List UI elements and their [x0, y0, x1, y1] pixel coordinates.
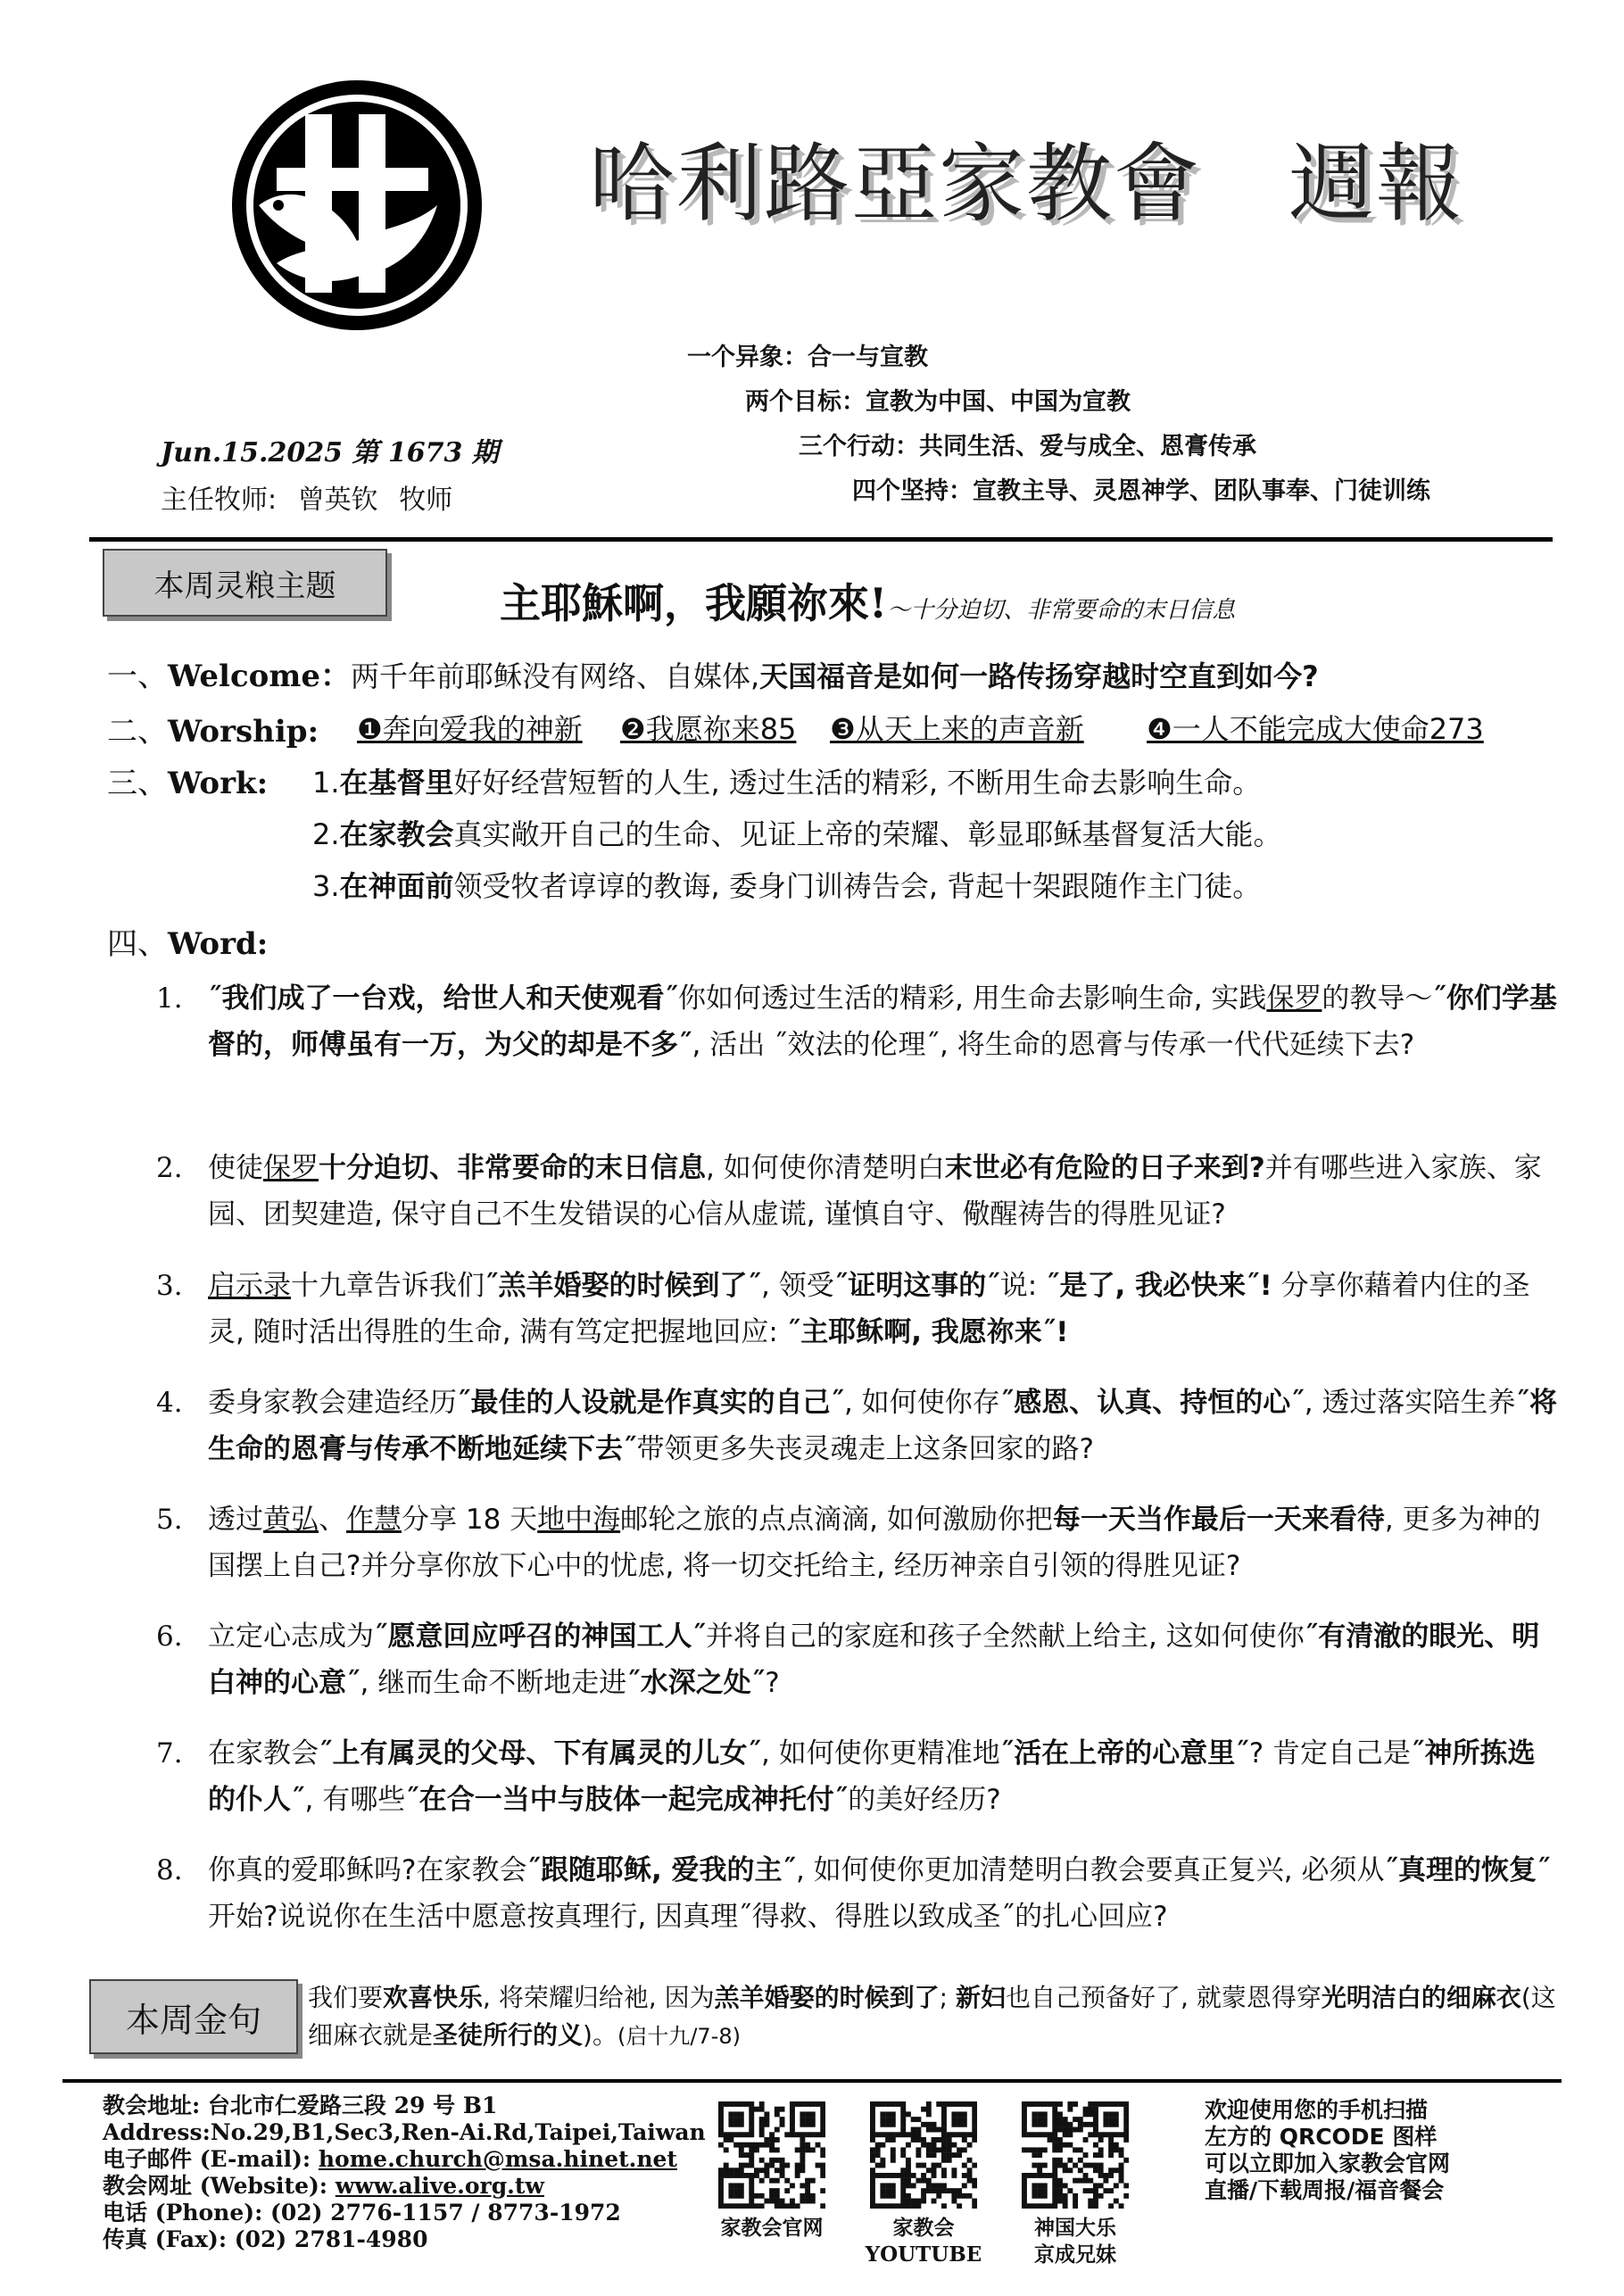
- qr-code-icon: [870, 2101, 977, 2209]
- text-run: ˝真理的恢复˝: [1384, 1854, 1551, 1886]
- question-number: 8.: [156, 1854, 183, 1886]
- text-run: ˝上有属灵的父母、下有属灵的儿女˝: [319, 1737, 761, 1770]
- text-run: 新妇: [956, 1983, 1007, 2012]
- worship-song-3: ❸从天上来的声音新: [830, 712, 1084, 746]
- welcome-section: [107, 651, 1319, 695]
- word-question-4: [156, 1380, 1557, 1472]
- worship-num: 二、: [107, 714, 168, 750]
- text-run: ˝在合一当中与肢体一起完成神托付˝: [405, 1784, 849, 1816]
- text-run: , 将荣耀归给祂, 因为: [483, 1983, 715, 2012]
- text-run: 我们要: [308, 1983, 384, 2012]
- word-question-2: [156, 1145, 1557, 1238]
- email-link[interactable]: home.church@msa.hinet.net: [318, 2146, 677, 2172]
- work-item-text: 好好经营短暂的人生, 透过生活的精彩, 不断用生命去影响生命。: [453, 766, 1262, 800]
- vision-line-3: 三个行动：共同生活、爱与成全、恩膏传承: [799, 433, 1256, 460]
- text-run: , 继而生命不断地走进: [360, 1667, 627, 1699]
- text-run: 地中海: [537, 1504, 621, 1536]
- footer-contact: [103, 2093, 706, 2253]
- word-question-7: [156, 1730, 1557, 1823]
- question-text: [208, 975, 1557, 1068]
- text-run: 圣徒所行的义: [433, 2020, 584, 2050]
- text-run: ˝活在上帝的心意里˝: [999, 1737, 1249, 1770]
- text-run: ˝愿意回应呼召的神国工人˝: [374, 1620, 706, 1653]
- text-run: 也自己预备好了, 就蒙恩得穿: [1006, 1983, 1322, 2012]
- verse-reference: (启十九/7-8): [617, 2024, 741, 2049]
- text-run: 作慧: [346, 1504, 402, 1536]
- word-question-5: [156, 1496, 1557, 1589]
- qr-label-line: 家教会: [892, 2216, 955, 2240]
- text-run: 的美好经历?: [848, 1784, 1001, 1816]
- text-run: 的教导～: [1322, 982, 1433, 1015]
- verse-label-box: 本周金句: [89, 1979, 298, 2054]
- word-label: Word: [168, 926, 257, 962]
- bulletin-title: 哈利路亞家教會 週報: [589, 134, 1463, 234]
- work-item-num: 1.: [312, 766, 340, 800]
- work-item-2: [312, 812, 1282, 853]
- scan-line: 直播/下载周报/福音餐会: [1205, 2177, 1445, 2203]
- qr-code-icon: [718, 2101, 825, 2209]
- text-run: , 如何使你存: [844, 1387, 1000, 1419]
- welcome-num: 一、: [107, 659, 168, 694]
- text-run: ;: [939, 1983, 956, 2012]
- pastor-label: 主任牧师:: [161, 485, 278, 516]
- work-item-3: [312, 864, 1261, 905]
- work-item-bold: 在基督里: [339, 766, 454, 800]
- pastor-name: 曾英钦: [297, 485, 378, 516]
- work-section: [107, 758, 268, 802]
- work-num: 三、: [107, 766, 168, 801]
- worship-song-4: ❹一人不能完成大使命273: [1147, 712, 1484, 746]
- email-line: [103, 2146, 706, 2173]
- question-number: 2.: [156, 1152, 183, 1184]
- text-run: ˝是了, 我必快来˝!: [1046, 1270, 1272, 1302]
- text-run: 每一天当作最后一天来看待: [1052, 1504, 1385, 1536]
- text-run: (这细麻衣就是: [308, 1983, 1556, 2050]
- word-question-3: [156, 1263, 1557, 1355]
- question-number: 6.: [156, 1620, 183, 1653]
- text-run: 使徒: [208, 1152, 263, 1184]
- word-question-1: [156, 975, 1557, 1068]
- text-run: 你如何透过生活的精彩, 用生命去影响生命, 实践: [678, 982, 1267, 1015]
- worship-song-2: ❷我愿祢来85: [620, 712, 797, 746]
- welcome-label: Welcome: [168, 659, 320, 694]
- qr-label-3: [990, 2215, 1160, 2268]
- header-divider: [89, 537, 1553, 542]
- text-run: ˝证明这事的˝: [833, 1270, 1000, 1302]
- qr-label-1: [687, 2215, 857, 2242]
- qr-code-icon: [1022, 2101, 1129, 2209]
- scan-line: 可以立即加入家教会官网: [1205, 2151, 1451, 2176]
- pastor-line: [161, 477, 465, 517]
- work-item-1: [312, 760, 1261, 801]
- welcome-text: 两千年前耶稣没有网络、自媒体,: [350, 659, 760, 693]
- work-item-bold: 在神面前: [339, 869, 454, 903]
- worship-colon: :: [307, 714, 319, 750]
- website-label: 教会网址 (Website):: [103, 2173, 328, 2199]
- text-run: ˝将生命的恩膏与传承不断地延续下去˝: [208, 1387, 1557, 1465]
- phone-line: 电话 (Phone): (02) 2776-1157 / 8773-1972: [103, 2200, 621, 2226]
- question-text: [208, 1263, 1557, 1355]
- work-colon: :: [256, 766, 269, 801]
- verse-body: [308, 1983, 1556, 2050]
- qr-music[interactable]: [1022, 2101, 1129, 2212]
- text-run: , 如何使你更加清楚明白教会要真正复兴, 必须从: [796, 1854, 1385, 1886]
- work-label: Work: [168, 766, 257, 801]
- welcome-bold: 天国福音是如何一路传扬穿越时空直到如今?: [759, 659, 1319, 693]
- work-item-text: 领受牧者谆谆的教诲, 委身门训祷告会, 背起十架跟随作主门徒。: [453, 869, 1262, 903]
- qr-label-line: YOUTUBE: [865, 2242, 982, 2267]
- scan-line: 左方的 QRCODE 图样: [1205, 2124, 1438, 2150]
- question-number: 7.: [156, 1737, 183, 1770]
- vision-line-2: 两个目标：宣教为中国、中国为宣教: [745, 388, 1131, 416]
- vision-line-4: 四个坚持：宣教主导、灵恩神学、团队事奉、门徒训练: [852, 477, 1430, 505]
- text-run: , 如何使你更精准地: [761, 1737, 1000, 1770]
- email-label: 电子邮件 (E-mail):: [103, 2146, 311, 2172]
- text-run: ?: [765, 1667, 780, 1699]
- word-question-6: [156, 1613, 1557, 1706]
- text-run: ? 肯定自己是: [1248, 1737, 1412, 1770]
- text-run: 末世必有危险的日子来到?: [944, 1152, 1265, 1184]
- work-item-num: 2.: [312, 817, 340, 851]
- address-en: Address:No.29,B1,Sec3,Ren-Ai.Rd,Taipei,Taiwan: [103, 2119, 706, 2145]
- question-text: [208, 1380, 1557, 1472]
- text-run: 十九章告诉我们: [291, 1270, 485, 1302]
- scan-instructions: [1205, 2097, 1450, 2204]
- text-run: )。: [583, 2020, 617, 2050]
- theme-label-box: 本周灵粮主题: [103, 549, 387, 617]
- scan-line: 欢迎使用您的手机扫描: [1205, 2097, 1429, 2123]
- address-cn: 教会地址: 台北市仁爱路三段 29 号 B1: [103, 2093, 498, 2118]
- work-item-text: 真实敞开自己的生命、见证上帝的荣耀、彰显耶稣基督复活大能。: [453, 817, 1282, 851]
- website-link[interactable]: www.alive.org.tw: [335, 2173, 544, 2199]
- question-number: 1.: [156, 982, 183, 1015]
- qr-official-site[interactable]: [718, 2101, 825, 2212]
- text-run: 分享 18 天: [402, 1504, 538, 1536]
- text-run: 在家教会: [208, 1737, 319, 1770]
- text-run: 、: [319, 1504, 346, 1536]
- word-question-8: [156, 1847, 1557, 1940]
- text-run: ˝最佳的人设就是作真实的自己˝: [457, 1387, 844, 1419]
- question-text: [208, 1730, 1557, 1823]
- verse-text: [308, 1979, 1557, 2055]
- work-item-num: 3.: [312, 869, 340, 903]
- word-colon: :: [256, 926, 269, 962]
- text-run: ˝我们成了一台戏，给世人和天使观看˝: [208, 982, 678, 1015]
- theme-main: 主耶穌啊，我願祢來!: [500, 579, 888, 627]
- qr-label-line: 神国大乐: [1034, 2216, 1116, 2240]
- theme-title: [500, 571, 1235, 630]
- qr-label-line: 京成兄妹: [1034, 2242, 1116, 2267]
- text-run: ˝水深之处˝: [626, 1667, 766, 1699]
- text-run: 十分迫切、非常要命的末日信息: [319, 1152, 706, 1184]
- text-run: , 如何使你清楚明白: [706, 1152, 945, 1184]
- text-run: 你真的爱耶稣吗?在家教会: [208, 1854, 527, 1886]
- text-run: 说:: [999, 1270, 1047, 1302]
- issue-date: Jun.15.2025 第 1673 期: [161, 437, 499, 468]
- text-run: 保罗: [1266, 982, 1322, 1015]
- word-num: 四、: [107, 926, 168, 962]
- text-run: ˝跟随耶稣, 爱我的主˝: [526, 1854, 797, 1886]
- text-run: 并将自己的家庭和孩子全然献上给主, 这如何使你: [706, 1620, 1305, 1653]
- text-run: 光明洁白的细麻衣: [1321, 1983, 1521, 2012]
- text-run: 并有哪些进入家族、家园、团契建造, 保守自己不生发错误的心信从虚谎, 谨慎自守、儆醒祷告的得胜见证?: [208, 1152, 1542, 1231]
- footer-divider: [62, 2079, 1562, 2083]
- text-run: 邮轮之旅的点点滴滴, 如何激励你把: [620, 1504, 1053, 1536]
- text-run: , 活出 ˝效法的伦理˝, 将生命的恩膏与传承一代代延续下去?: [692, 1029, 1415, 1061]
- qr-youtube[interactable]: [870, 2101, 977, 2212]
- word-section: [107, 919, 268, 963]
- website-line: [103, 2173, 706, 2200]
- worship-song-1: ❶奔向爱我的神新: [357, 712, 583, 746]
- text-run: 委身家教会建造经历: [208, 1387, 457, 1419]
- text-run: ˝主耶稣啊, 我愿祢来˝!: [786, 1316, 1069, 1348]
- question-text: [208, 1613, 1557, 1706]
- text-run: ˝羔羊婚娶的时候到了˝: [485, 1270, 761, 1302]
- text-run: 开始?说说你在生活中愿意按真理行, 因真理˝得救、得胜以致成圣˝的扎心回应?: [208, 1901, 1168, 1933]
- text-run: 启示录: [208, 1270, 291, 1302]
- pastor-title: 牧师: [399, 485, 453, 516]
- fax-line: 传真 (Fax): (02) 2781-4980: [103, 2226, 428, 2252]
- text-run: ˝有清澈的眼光、明白神的心意˝: [208, 1620, 1540, 1699]
- text-run: , 透过落实陪生养: [1304, 1387, 1516, 1419]
- question-number: 5.: [156, 1504, 183, 1536]
- question-number: 4.: [156, 1387, 183, 1419]
- question-number: 3.: [156, 1270, 183, 1302]
- question-text: [208, 1145, 1557, 1238]
- text-run: 带领更多失丧灵魂走上这条回家的路?: [636, 1433, 1094, 1465]
- worship-label: Worship: [168, 714, 308, 750]
- question-text: [208, 1496, 1557, 1589]
- worship-section: [107, 707, 319, 750]
- welcome-colon: ：: [319, 659, 351, 694]
- qr-label-2: [839, 2215, 1008, 2268]
- text-run: 分享你藉着内住的圣灵, 随时活出得胜的生命, 满有笃定把握地回应:: [208, 1270, 1530, 1348]
- work-item-bold: 在家教会: [339, 817, 454, 851]
- text-run: 黄弘: [263, 1504, 319, 1536]
- text-run: , 更多为神的国摆上自己?并分享你放下心中的忧虑, 将一切交托给主, 经历神亲自引领的得胜见证?: [208, 1504, 1541, 1582]
- text-run: 羔羊婚娶的时候到了: [714, 1983, 940, 2012]
- text-run: 欢喜快乐: [383, 1983, 484, 2012]
- text-run: 立定心志成为: [208, 1620, 374, 1653]
- text-run: 透过: [208, 1504, 263, 1536]
- text-run: ˝神所拣选的仆人˝: [208, 1737, 1536, 1816]
- text-run: 保罗: [263, 1152, 319, 1184]
- vision-line-1: 一个异象：合一与宣教: [687, 344, 928, 371]
- question-text: [208, 1847, 1557, 1940]
- text-run: , 有哪些: [304, 1784, 406, 1816]
- church-logo: [223, 71, 491, 339]
- theme-subtitle: ～十分迫切、非常要命的末日信息: [887, 597, 1236, 624]
- text-run: ˝你们学基督的，师傅虽有一万，为父的却是不多˝: [208, 982, 1557, 1061]
- text-run: ˝感恩、认真、持恒的心˝: [999, 1387, 1305, 1419]
- text-run: , 领受: [761, 1270, 834, 1302]
- qr-label-line: 家教会官网: [720, 2216, 824, 2240]
